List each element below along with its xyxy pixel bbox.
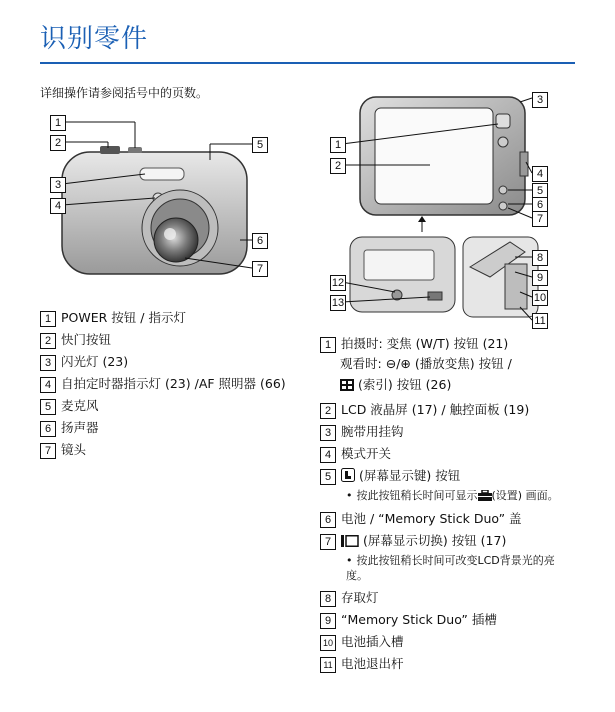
list-item-continuation: (索引) 按钮 (26) <box>320 377 575 396</box>
front-callout-1: 1 <box>50 115 66 131</box>
display-key-icon <box>341 468 355 487</box>
back-callout-10: 10 <box>533 292 547 304</box>
back-callout-11: 11 <box>532 313 548 329</box>
list-note: • 按此按钮稍长时间可改变LCD背景光的亮度。 <box>346 554 555 583</box>
list-item: 7 镜头 <box>40 442 295 459</box>
list-item: 3 闪光灯 (23) <box>40 354 295 371</box>
intro-text: 详细操作请参阅括号中的页数。 <box>40 86 209 100</box>
back-callout-13: 13 <box>331 297 345 309</box>
back-callout-6: 6 <box>532 197 548 213</box>
page-title: 识别零件 <box>40 24 149 54</box>
display-toggle-icon <box>341 535 359 552</box>
front-callout-5: 5 <box>252 137 268 153</box>
list-item: 4 模式开关 <box>320 446 575 463</box>
list-item: 6 电池 / “Memory Stick Duo” 盖 <box>320 511 575 528</box>
camera-back-illustration <box>320 92 565 332</box>
front-callout-2: 2 <box>50 135 66 151</box>
back-callout-2: 2 <box>330 158 346 174</box>
front-callout-4: 4 <box>50 198 66 214</box>
back-callout-12: 12 <box>331 277 345 289</box>
bullet-icon: • <box>346 488 353 502</box>
front-parts-list <box>40 310 295 464</box>
back-callout-3: 3 <box>532 92 548 108</box>
list-item: 11 电池退出杆 <box>320 656 575 673</box>
list-item: 3 腕带用挂钩 <box>320 424 575 441</box>
list-item: 5 (屏幕显示键) 按钮 <box>320 468 575 487</box>
camera-front-illustration <box>40 112 285 287</box>
front-callout-7: 7 <box>252 261 268 277</box>
back-parts-list <box>320 336 575 678</box>
back-callout-1: 1 <box>330 137 346 153</box>
bullet-icon: • <box>346 554 353 568</box>
list-item: 10 电池插入槽 <box>320 634 575 651</box>
back-callout-8: 8 <box>532 250 548 266</box>
back-callout-9: 9 <box>532 270 548 286</box>
front-callout-3: 3 <box>50 177 66 193</box>
camera-back-figure <box>320 92 565 332</box>
list-item: 7 (屏幕显示切换) 按钮 (17) <box>320 533 575 552</box>
front-callout-6: 6 <box>252 233 268 249</box>
list-item: 4 自拍定时器指示灯 (23) /AF 照明器 (66) <box>40 376 295 393</box>
list-item: 8 存取灯 <box>320 590 575 607</box>
back-callout-7: 7 <box>532 211 548 227</box>
toolbox-icon <box>478 490 492 506</box>
index-icon <box>340 379 354 396</box>
list-note: • 按此按钮稍长时间可显示 (设置) 画面。 <box>320 489 575 506</box>
list-item: 2 LCD 液晶屏 (17) / 触控面板 (19) <box>320 402 575 419</box>
title-rule <box>40 62 575 64</box>
list-item-continuation: 观看时: ⊖/⊕ (播放变焦) 按钮 / <box>340 356 512 371</box>
list-item: 9 “Memory Stick Duo” 插槽 <box>320 612 575 629</box>
zoom-out-icon: ⊖ <box>385 356 397 371</box>
back-callout-5: 5 <box>532 183 548 199</box>
list-item: 1 POWER 按钮 / 指示灯 <box>40 310 295 327</box>
zoom-in-icon: ⊕ <box>400 356 411 371</box>
back-callout-4: 4 <box>532 166 548 182</box>
list-item: 6 扬声器 <box>40 420 295 437</box>
list-item: 2 快门按钮 <box>40 332 295 349</box>
list-item: 1 拍摄时: 变焦 (W/T) 按钮 (21) <box>320 336 575 353</box>
list-item: 5 麦克风 <box>40 398 295 415</box>
camera-front-figure <box>40 112 285 287</box>
